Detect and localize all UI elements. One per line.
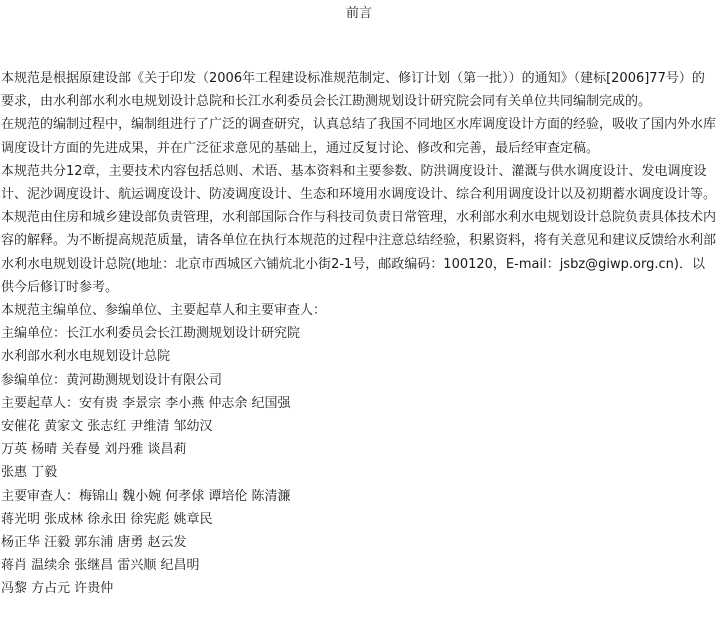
drafters-line-3: 万英 杨晴 关春曼 刘丹雅 谈昌莉 — [1, 442, 187, 458]
participating-unit: 参编单位：黄河勘测规划设计有限公司 — [1, 372, 223, 388]
chief-editor-unit-2: 水利部水利水电规划设计总院 — [1, 349, 171, 365]
document-title: 前言 — [345, 6, 372, 21]
paragraph-origin: 本规范是根据原建设部《关于印发（2006年工程建设标准规范制定、修订计划（第一批））的通知》（建标[2006]77号）的要求，由水利部水利水电规划设计总院和长江水利委员会长江勘测规划设计研究院会同有关单位共同编制完成的。 — [1, 71, 705, 110]
reviewers-line-3: 杨正华 汪毅 郭东浦 唐勇 赵云发 — [1, 535, 187, 551]
drafters-line-1: 主要起草人：安有贵 李景宗 李小燕 仲志余 纪国强 — [1, 395, 291, 411]
reviewers-line-5: 冯黎 方占元 许贵仲 — [1, 581, 114, 597]
reviewers-line-2: 蒋光明 张成林 徐永田 徐宪彪 姚章民 — [1, 511, 213, 527]
paragraph-management: 本规范由住房和城乡建设部负责管理，水利部国际合作与科技司负责日常管理，水利部水利水电规划设计总院负责具体技术内容的解释。为不断提高规范质量，请各单位在执行本规范的过程中注意总结经验，积累资料，将有关意见和建议反馈给水利部水利水电规划设计总院(地址：北京市西城区六铺炕北小街2-1号，邮政编码：100120，E-mail：jsbz@giwp.org.cn)．以供今后修订时参考。 — [1, 210, 717, 295]
paragraph-units-heading: 本规范主编单位、参编单位、主要起草人和主要审查人： — [1, 303, 327, 319]
paragraph-process: 在规范的编制过程中，编制组进行了广泛的调查研究，认真总结了我国不同地区水库调度设计方面的经验，吸收了国内外水库调度设计方面的先进成果，并在广泛征求意见的基础上，通过反复讨论、修改和完善，最后经审查定稿。 — [1, 117, 717, 156]
paragraph-contents: 本规范共分12章，主要技术内容包括总则、术语、基本资料和主要参数、防洪调度设计、灌溉与供水调度设计、发电调度设计、泥沙调度设计、航运调度设计、防凌调度设计、生态和环境用水调度设计、综合利用调度设计以及初期蓄水调度设计等。 — [1, 163, 717, 203]
reviewers-line-4: 蒋肖 温续余 张继昌 雷兴顺 纪昌明 — [1, 558, 200, 574]
drafters-line-2: 安催花 黄家文 张志红 尹维清 邹幼汉 — [1, 419, 213, 435]
drafters-line-4: 张惠 丁毅 — [1, 465, 58, 481]
document-body — [1, 67, 717, 601]
reviewers-line-1: 主要审查人：梅锦山 魏小婉 何孝俅 谭培伦 陈清濂 — [1, 488, 291, 504]
chief-editor-unit: 主编单位：长江水利委员会长江勘测规划设计研究院 — [1, 326, 301, 342]
